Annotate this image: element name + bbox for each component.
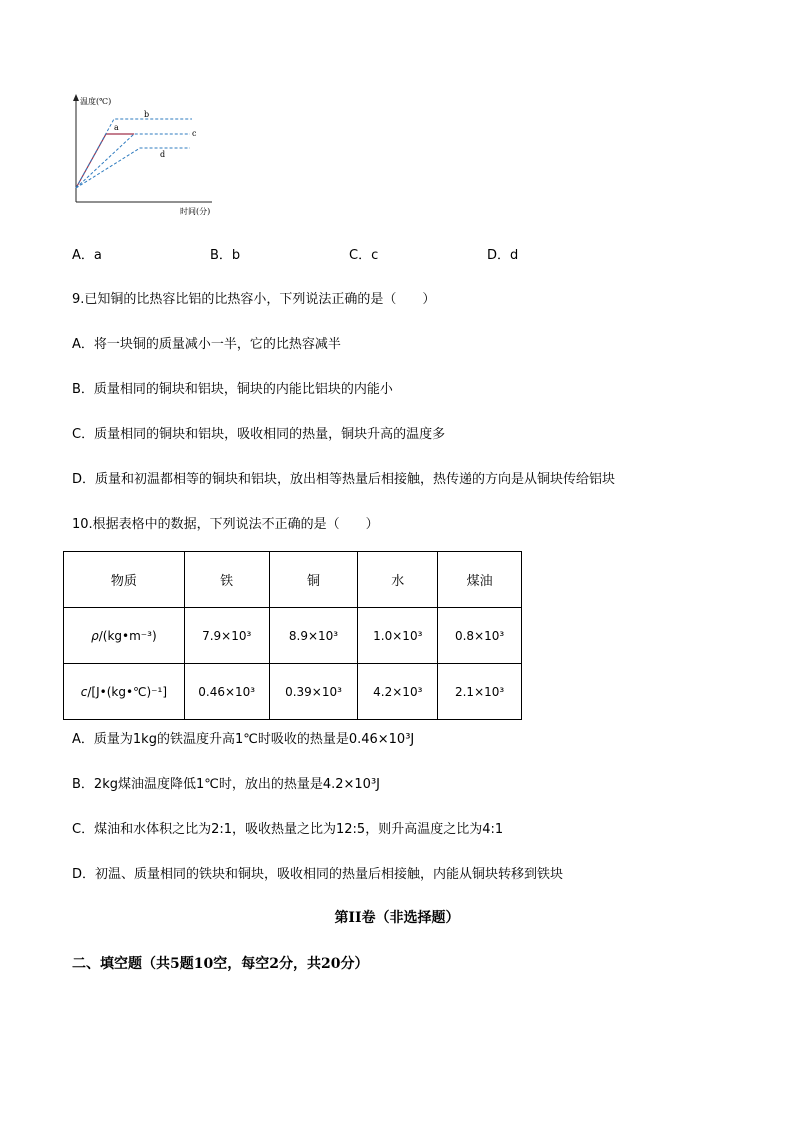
table-header-substance: 物质	[64, 552, 185, 608]
y-axis-arrow	[73, 94, 79, 101]
table-header-copper: 铜	[269, 552, 358, 608]
q9-option-b: B．质量相同的铜块和铝块，铜块的内能比铝块的内能小	[72, 382, 393, 397]
curve-label-b: b	[144, 110, 150, 119]
q10-option-b: B．2kg煤油温度降低1℃时，放出的热量是4.2×10³J	[72, 777, 380, 792]
q9-option-a: A．将一块铜的质量减小一半，它的比热容减半	[72, 337, 341, 352]
density-label	[64, 608, 185, 664]
heat-copper: 0.39×10³	[269, 664, 358, 720]
q8-option-d: D．d	[487, 248, 519, 263]
density-copper: 8.9×10³	[269, 608, 358, 664]
temperature-time-graph	[62, 92, 222, 222]
table-row	[64, 664, 522, 720]
table-row	[64, 552, 522, 608]
heat-symbol: c	[80, 684, 88, 699]
table-header-kerosene: 煤油	[438, 552, 522, 608]
curve-label-d: d	[160, 150, 166, 159]
heat-unit: /[J•(kg•℃)⁻¹]	[87, 684, 168, 699]
section-title: 第II卷（非选择题）	[334, 910, 460, 926]
curve-label-c: c	[192, 129, 197, 138]
density-iron: 7.9×10³	[184, 608, 269, 664]
q10-stem: 10.根据表格中的数据，下列说法不正确的是（ ）	[72, 517, 379, 532]
q9-stem: 9.已知铜的比热容比铝的比热容小，下列说法正确的是（ ）	[72, 292, 436, 307]
q8-option-c: C．c	[349, 248, 379, 263]
q8-option-b: B．b	[210, 248, 241, 263]
curve-label-a: a	[114, 123, 119, 132]
density-unit: /(kg•m⁻³)	[98, 628, 157, 643]
table-row	[64, 608, 522, 664]
curve-d	[76, 148, 190, 188]
table-header-water: 水	[358, 552, 438, 608]
q9-option-c: C．质量相同的铜块和铝块，吸收相同的热量，铜块升高的温度多	[72, 427, 446, 442]
heat-water: 4.2×10³	[358, 664, 438, 720]
density-water: 1.0×10³	[358, 608, 438, 664]
q8-option-a: A．a	[72, 248, 102, 263]
y-axis-label: 温度(℃)	[80, 97, 112, 106]
q10-option-c: C．煤油和水体积之比为2:1，吸收热量之比为12:5，则升高温度之比为4:1	[72, 822, 504, 837]
curve-c	[76, 134, 190, 188]
density-symbol: ρ	[91, 628, 99, 643]
q10-option-a: A．质量为1kg的铁温度升高1℃时吸收的热量是0.46×10³J	[72, 732, 415, 747]
table-header-iron: 铁	[184, 552, 269, 608]
heat-iron: 0.46×10³	[184, 664, 269, 720]
density-kerosene: 0.8×10³	[438, 608, 522, 664]
q9-option-d: D．质量和初温都相等的铜块和铝块，放出相等热量后相接触，热传递的方向是从铜块传给铝块	[72, 472, 616, 487]
heat-capacity-label	[64, 664, 185, 720]
q10-data-table	[63, 551, 522, 720]
q10-option-d: D．初温、质量相同的铁块和铜块，吸收相同的热量后相接触，内能从铜块转移到铁块	[72, 867, 564, 882]
x-axis-label: 时间(分)	[180, 207, 211, 216]
heat-kerosene: 2.1×10³	[438, 664, 522, 720]
part2-title: 二、填空题（共5题10空，每空2分，共20分）	[72, 956, 369, 972]
